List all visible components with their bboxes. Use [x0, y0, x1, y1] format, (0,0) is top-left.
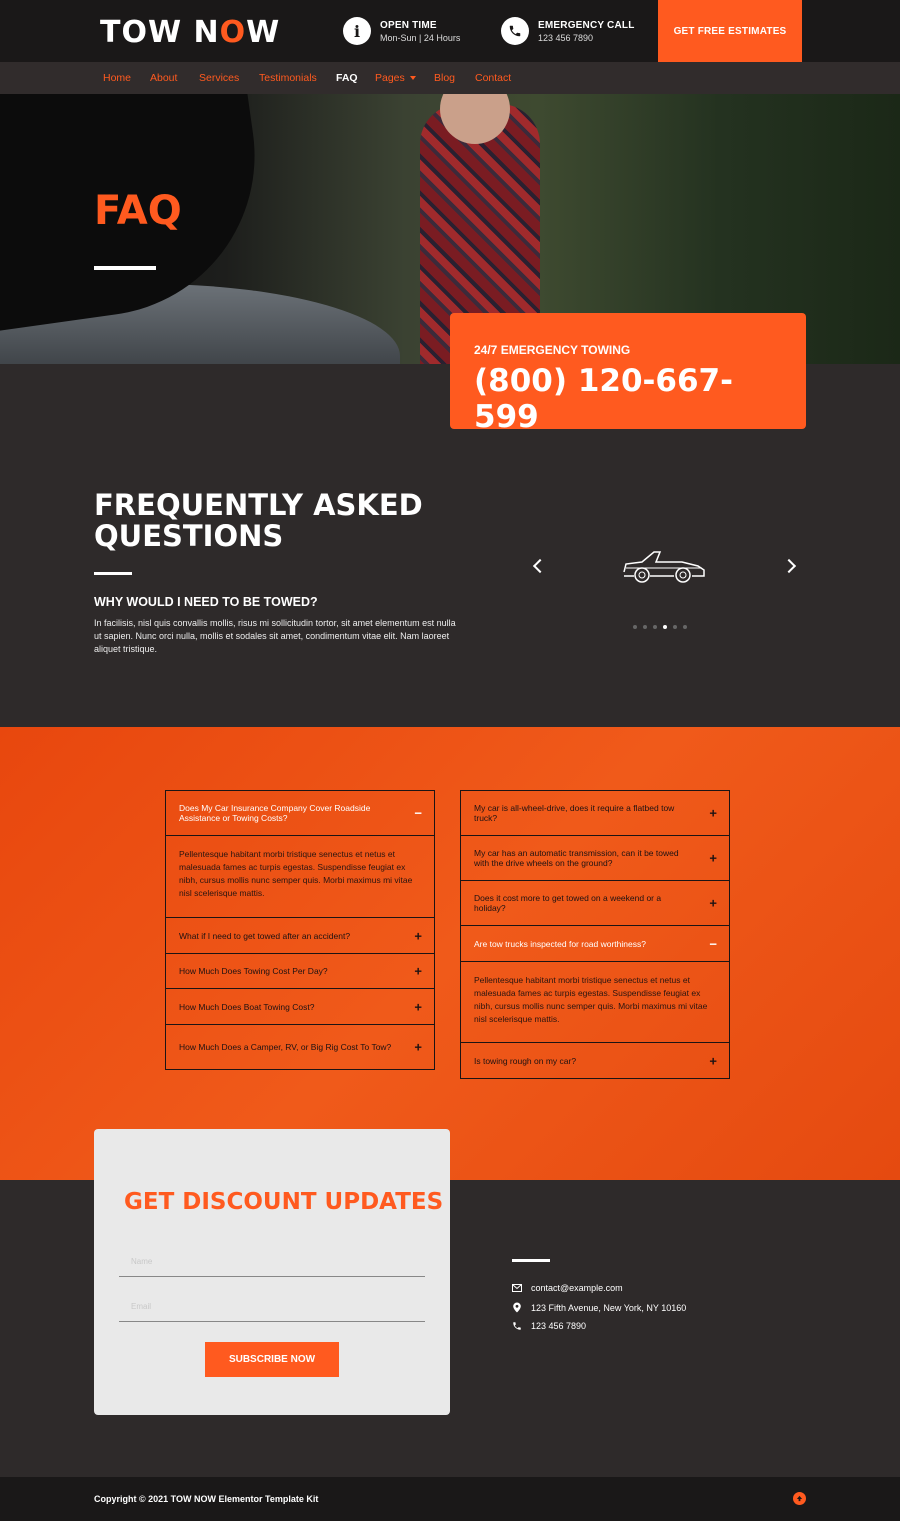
emergency-call-value: 123 456 7890: [538, 32, 594, 43]
open-time-label: OPEN TIME: [380, 19, 437, 31]
convertible-car-icon: [620, 548, 706, 584]
plus-icon: +: [709, 895, 717, 911]
faq-accordion-section: [0, 727, 900, 1180]
carousel-dot[interactable]: [633, 625, 637, 629]
accordion-question: My car has an automatic transmission, can it be towed with the drive wheels on the ground?: [474, 848, 679, 868]
accordion-item-header[interactable]: [166, 1025, 434, 1069]
accordion-item-header[interactable]: [461, 1043, 729, 1078]
emergency-towing-phone[interactable]: (800) 120-667-599: [474, 363, 733, 435]
nav-item-testimonials[interactable]: Testimonials: [259, 72, 317, 84]
contact-email[interactable]: [512, 1283, 623, 1293]
carousel-prev-icon[interactable]: [533, 559, 547, 573]
plus-icon: +: [414, 928, 422, 943]
accordion-question: My car is all-wheel-drive, does it require a flatbed tow truck?: [474, 803, 675, 823]
accordion-item-header[interactable]: [461, 836, 729, 881]
nav-item-about[interactable]: About: [150, 72, 178, 84]
accordion-left: [165, 790, 435, 1070]
accordion-question: Is towing rough on my car?: [474, 1055, 577, 1066]
nav-item-contact[interactable]: Contact: [475, 72, 512, 84]
carousel-dot[interactable]: [673, 625, 677, 629]
top-header: [0, 0, 900, 62]
accordion-answer: Pellentesque habitant morbi tristique senectus et netus et malesuada fames ac turpis egestas. Suspendisse feugiat ex nibh, cursus mollis nunc semper quis. Morbi maximus mi vitae nisl scelerisque mattis.: [461, 962, 729, 1043]
nav-item-services[interactable]: Services: [199, 72, 240, 84]
plus-icon: +: [709, 805, 717, 821]
accordion-item-header[interactable]: [166, 954, 434, 989]
logo-text-o: O: [219, 15, 247, 50]
faq-intro-answer: In facilisis, nisl quis convallis mollis, risus mi sollicitudin tortor, sit amet elementum est nulla ut sapien. Nunc orci nulla, mollis et sodales sit amet, condimentum vitae elit. Nam laoreet aliquet tristique.: [94, 618, 456, 654]
contact-phone-text: 123 456 7890: [531, 1321, 587, 1331]
carousel-dot-active[interactable]: [663, 625, 667, 629]
plus-icon: +: [414, 999, 422, 1014]
page-title: FAQ: [94, 188, 182, 234]
name-input[interactable]: [119, 1247, 425, 1277]
discount-signup-card: [94, 1129, 450, 1415]
faq-heading-line2: QUESTIONS: [94, 519, 284, 553]
accordion-question: Does it cost more to get towed on a weekend or a holiday?: [474, 893, 662, 913]
emergency-call-info: [501, 17, 635, 45]
emergency-call-label: EMERGENCY CALL: [538, 19, 635, 31]
faq-intro-question: WHY WOULD I NEED TO BE TOWED?: [94, 595, 318, 609]
accordion-question: How Much Does a Camper, RV, or Big Rig Cost To Tow?: [179, 1042, 392, 1052]
logo-text-1: TOW N: [100, 15, 220, 50]
nav-item-home[interactable]: Home: [103, 72, 132, 84]
accordion-item-header[interactable]: [166, 791, 434, 836]
map-pin-icon: [512, 1302, 522, 1313]
minus-icon: −: [414, 805, 422, 821]
envelope-icon: [512, 1284, 522, 1292]
minus-icon: −: [709, 936, 717, 951]
main-nav: [0, 62, 900, 94]
accordion-answer: Pellentesque habitant morbi tristique senectus et netus et malesuada fames ac turpis egestas. Suspendisse feugiat ex nibh, cursus mollis nunc semper quis. Morbi maximus mi vitae nisl scelerisque mattis.: [166, 836, 434, 918]
nav-item-faq[interactable]: FAQ: [336, 72, 358, 84]
nav-item-pages-label: Pages: [375, 72, 405, 84]
get-free-estimates-button[interactable]: GET FREE ESTIMATES: [658, 0, 802, 62]
contact-divider: [512, 1259, 550, 1262]
discount-title: GET DISCOUNT UPDATES: [124, 1189, 444, 1215]
contact-address: [512, 1302, 686, 1313]
open-time-value: Mon-Sun | 24 Hours: [380, 32, 461, 43]
logo[interactable]: [100, 15, 280, 50]
faq-divider: [94, 572, 132, 575]
carousel-dot[interactable]: [643, 625, 647, 629]
accordion-question: Are tow trucks inspected for road worthiness?: [474, 938, 646, 949]
accordion-question: How Much Does Boat Towing Cost?: [179, 1001, 315, 1012]
carousel-dot[interactable]: [653, 625, 657, 629]
contact-phone[interactable]: [512, 1321, 586, 1331]
contact-email-text: contact@example.com: [531, 1283, 623, 1293]
title-divider: [94, 266, 156, 270]
emergency-towing-label: 24/7 EMERGENCY TOWING: [474, 343, 631, 357]
faq-heading-line1: FREQUENTLY ASKED: [94, 488, 423, 522]
nav-item-blog[interactable]: Blog: [434, 72, 456, 84]
carousel-next-icon[interactable]: [782, 559, 796, 573]
plus-icon: +: [414, 1039, 422, 1055]
phone-icon: [512, 1321, 522, 1331]
logo-text-2: W: [246, 15, 281, 50]
accordion-item-header[interactable]: [166, 989, 434, 1025]
accordion-item-header[interactable]: [461, 881, 729, 926]
plus-icon: +: [709, 850, 717, 866]
accordion-question: How Much Does Towing Cost Per Day?: [179, 966, 328, 976]
plus-icon: +: [709, 1053, 717, 1068]
nav-item-pages[interactable]: [375, 72, 416, 84]
info-icon: i: [343, 17, 371, 45]
accordion-item-header[interactable]: [166, 918, 434, 954]
carousel-dot[interactable]: [683, 625, 687, 629]
chevron-down-icon: [410, 76, 416, 80]
footer: [0, 1477, 900, 1521]
accordion-question: What if I need to get towed after an accident?: [179, 930, 351, 941]
open-time-info: [343, 17, 460, 45]
subscribe-button[interactable]: SUBSCRIBE NOW: [205, 1342, 339, 1377]
accordion-item-header[interactable]: [461, 926, 729, 962]
phone-icon: [501, 17, 529, 45]
copyright-text: Copyright © 2021 TOW NOW Elementor Template Kit: [94, 1494, 319, 1504]
accordion-item-header[interactable]: [461, 791, 729, 836]
emergency-towing-card: [450, 313, 806, 435]
contact-address-text: 123 Fifth Avenue, New York, NY 10160: [531, 1302, 687, 1313]
plus-icon: +: [414, 963, 422, 979]
accordion-right: [460, 790, 730, 1079]
accordion-question: Does My Car Insurance Company Cover Roadside Assistance or Towing Costs?: [179, 803, 371, 823]
carousel-pagination: [633, 625, 687, 629]
scroll-to-top-icon[interactable]: [793, 1492, 806, 1505]
faq-heading: [94, 490, 423, 552]
email-input[interactable]: [119, 1292, 425, 1322]
